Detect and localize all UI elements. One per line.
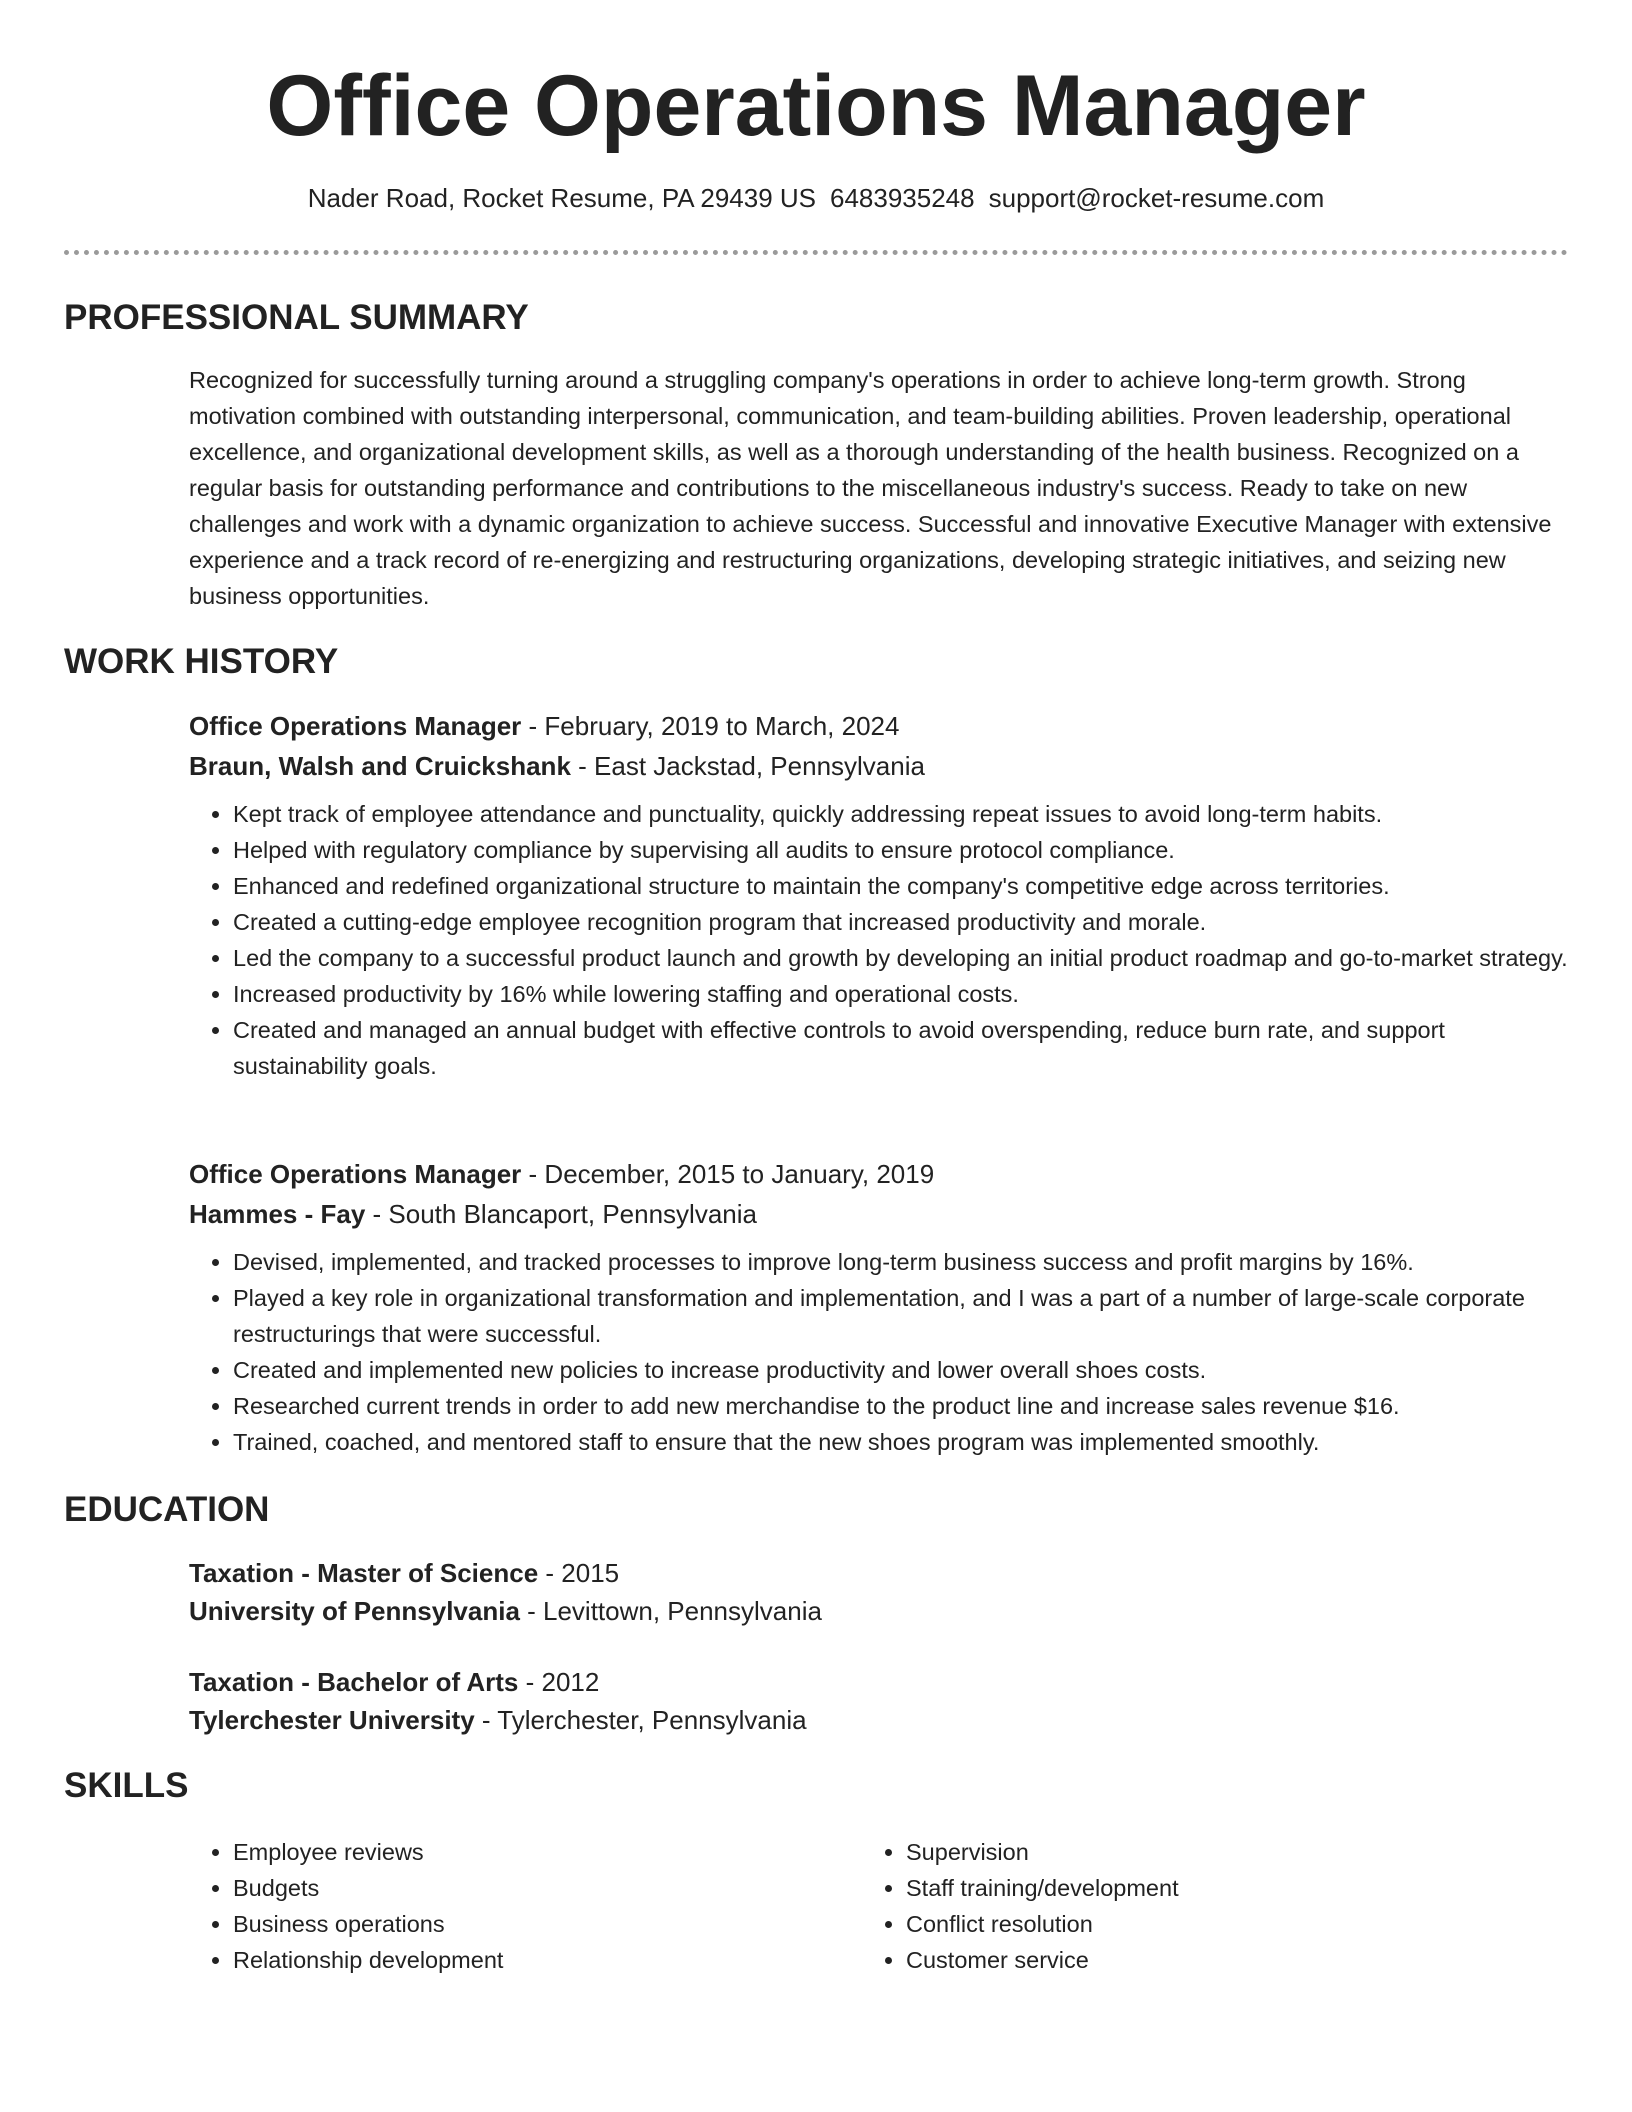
list-item: • Staff training/development <box>906 1870 1462 1906</box>
job-entry <box>189 706 1569 1084</box>
contact-phone: 6483935248 <box>830 183 975 213</box>
degree-line <box>189 1554 1569 1592</box>
job-company: Braun, Walsh and Cruickshank <box>189 751 571 781</box>
job-company: Hammes - Fay <box>189 1199 366 1229</box>
skills-list <box>189 1834 789 1978</box>
job-location: - South Blancaport, Pennsylvania <box>365 1199 757 1229</box>
contact-address: Nader Road, Rocket Resume, PA 29439 US <box>307 183 816 213</box>
list-item: • Conflict resolution <box>906 1906 1462 1942</box>
list-item: • Increased productivity by 16% while lowering staffing and operational costs. <box>233 976 1569 1012</box>
list-item: • Supervision <box>906 1834 1462 1870</box>
list-item: • Enhanced and redefined organizational structure to maintain the company's competitive edge across territories. <box>233 868 1569 904</box>
header-divider <box>64 250 1568 255</box>
skills-list <box>862 1834 1462 1978</box>
job-company-line <box>189 746 1569 786</box>
job-bullets <box>189 1244 1569 1460</box>
work-history-heading: WORK HISTORY <box>64 642 339 681</box>
job-title: Office Operations Manager <box>189 1159 522 1189</box>
school-location: - Tylerchester, Pennsylvania <box>474 1705 807 1735</box>
list-item: • Helped with regulatory compliance by supervising all audits to ensure protocol compliance. <box>233 832 1569 868</box>
summary-text: Recognized for successfully turning around a struggling company's operations in order to achieve long-term growth. Strong motivation combined with outstanding interpersonal, communication, and team-building abilities. Proven leadership, operational excellence, and organizational development skills, as well as a thorough understanding of the health business. Recognized on a regular basis for outstanding performance and contributions to the miscellaneous industry's success. Ready to take on new challenges and work with a dynamic organization to achieve success. Successful and innovative Executive Manager with extensive experience and a track record of re-energizing and restructuring organizations, developing strategic initiatives, and seizing new business opportunities. <box>189 367 1552 609</box>
education-heading: EDUCATION <box>64 1490 270 1529</box>
education-entry <box>189 1663 1569 1739</box>
list-item: • Relationship development <box>233 1942 789 1978</box>
school: University of Pennsylvania <box>189 1596 520 1626</box>
job-location: - East Jackstad, Pennsylvania <box>570 751 925 781</box>
contact-line <box>0 180 1632 216</box>
list-item: • Created and managed an annual budget with effective controls to avoid overspending, reduce burn rate, and support sustainability goals. <box>233 1012 1569 1084</box>
list-item: • Trained, coached, and mentored staff to ensure that the new shoes program was implemented smoothly. <box>233 1424 1569 1460</box>
list-item: • Kept track of employee attendance and punctuality, quickly addressing repeat issues to avoid long-term habits. <box>233 796 1569 832</box>
summary-heading: PROFESSIONAL SUMMARY <box>64 298 529 337</box>
list-item: • Led the company to a successful product launch and growth by developing an initial product roadmap and go-to-market strategy. <box>233 940 1569 976</box>
job-dates: - December, 2015 to January, 2019 <box>521 1159 935 1189</box>
degree: Taxation - Bachelor of Arts <box>189 1667 519 1697</box>
job-title-line <box>189 706 1569 746</box>
school-location: - Levittown, Pennsylvania <box>519 1596 822 1626</box>
skills-heading: SKILLS <box>64 1766 189 1805</box>
list-item: • Employee reviews <box>233 1834 789 1870</box>
contact-email: support@rocket-resume.com <box>988 183 1325 213</box>
job-title-line <box>189 1154 1569 1194</box>
list-item: • Created and implemented new policies to increase productivity and lower overall shoes costs. <box>233 1352 1569 1388</box>
page-title: Office Operations Manager <box>266 58 1366 154</box>
skills-column-left <box>189 1834 789 1978</box>
degree-year: - 2015 <box>538 1558 620 1588</box>
job-bullets <box>189 796 1569 1084</box>
list-item: • Devised, implemented, and tracked processes to improve long-term business success and profit margins by 16%. <box>233 1244 1569 1280</box>
skills-column-right <box>862 1834 1462 1978</box>
school: Tylerchester University <box>189 1705 475 1735</box>
degree-year: - 2012 <box>518 1667 600 1697</box>
job-dates: - February, 2019 to March, 2024 <box>521 711 900 741</box>
degree: Taxation - Master of Science <box>189 1558 539 1588</box>
job-entry <box>189 1154 1569 1460</box>
list-item: • Budgets <box>233 1870 789 1906</box>
school-line <box>189 1701 1569 1739</box>
summary-section <box>189 362 1569 614</box>
list-item: • Created a cutting-edge employee recognition program that increased productivity and morale. <box>233 904 1569 940</box>
job-title: Office Operations Manager <box>189 711 522 741</box>
degree-line <box>189 1663 1569 1701</box>
list-item: • Researched current trends in order to add new merchandise to the product line and increase sales revenue $16. <box>233 1388 1569 1424</box>
list-item: • Customer service <box>906 1942 1462 1978</box>
list-item: • Business operations <box>233 1906 789 1942</box>
list-item: • Played a key role in organizational transformation and implementation, and I was a part of a number of large-scale corporate restructurings that were successful. <box>233 1280 1569 1352</box>
education-entry <box>189 1554 1569 1630</box>
job-company-line <box>189 1194 1569 1234</box>
school-line <box>189 1592 1569 1630</box>
